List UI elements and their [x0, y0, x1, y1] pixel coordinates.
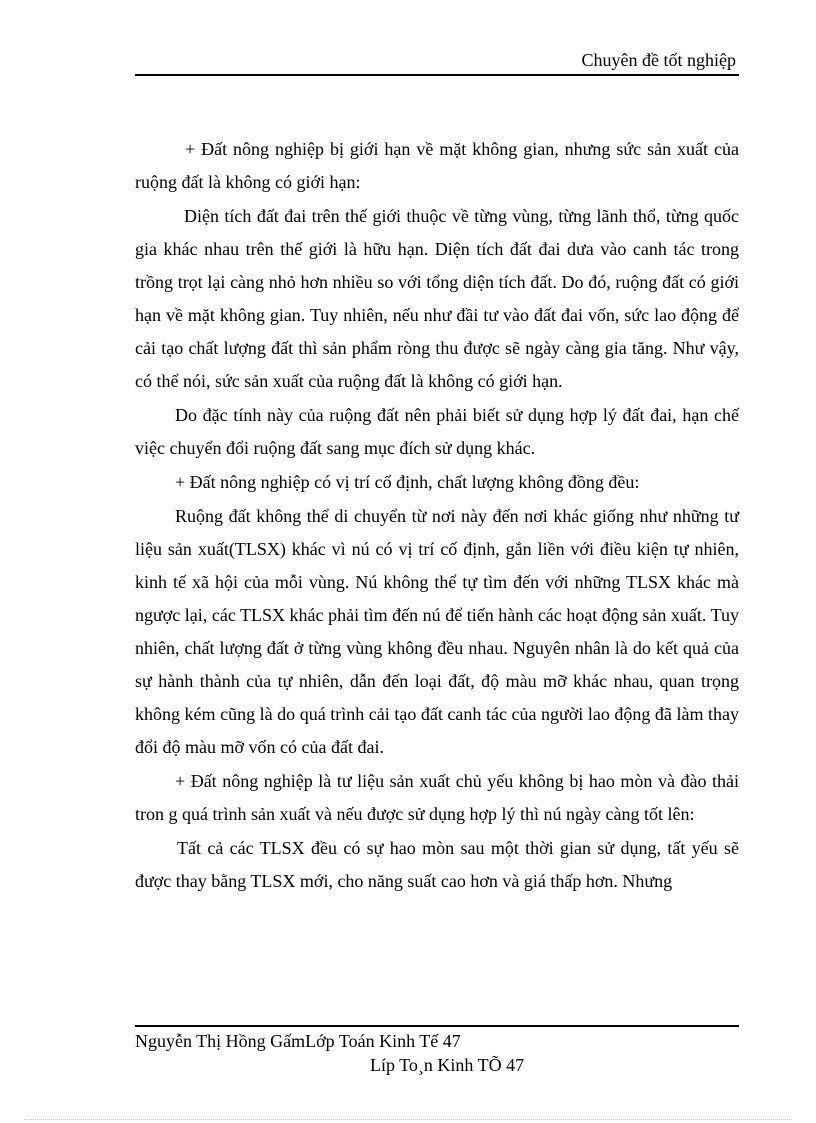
- paragraph: Ruộng đất không thể di chuyển từ nơi này đến nơi khác giống như những tư liệu sản xuất(TLSX) khác vì nú có vị trí cố định, gắn liền với điều kiện tự nhiên, kinh tế xã hội của mỗi vùng. Nú không thể tự tìm đến với những TLSX khác mà ngược lại, các TLSX khác phải tìm đến nú để tiến hành các hoạt động sản xuất. Tuy nhiên, chất lượng đất ở từng vùng không đều nhau. Nguyên nhân là do kết quả của sự hành thành của tự nhiên, dẫn đến loại đất, độ màu mỡ khác nhau, quan trọng không kém cũng là do quá trình cải tạo đất canh tác của người lao động đã làm thay đổi độ màu mỡ vốn có của đất đai.: [135, 506, 739, 757]
- footer-divider: [135, 1025, 739, 1027]
- document-body: [135, 133, 739, 898]
- paragraph: Tất cả các TLSX đều có sự hao mòn sau một thời gian sử dụng, tất yếu sẽ được thay bằng TLSX mới, cho năng suất cao hơn và giá thấp hơn. Nhưng: [135, 838, 739, 891]
- footer-author-class: Nguyễn Thị Hồng GấmLớp Toán Kinh Tế 47: [135, 1031, 461, 1051]
- paragraph: Do đặc tính này của ruộng đất nên phải biết sử dụng hợp lý đất đai, hạn chế việc chuyển đổi ruộng đất sang mục đích sử dụng khác.: [135, 405, 739, 458]
- header-divider: [135, 74, 739, 76]
- page-header-title: Chuyên đề tốt nghiệp: [581, 50, 736, 70]
- paragraph: + Đất nông nghiệp có vị trí cố định, chất lượng không đồng đều:: [175, 472, 640, 492]
- page-edge-divider: [24, 1119, 792, 1120]
- paragraph: + Đất nông nghiệp là tư liệu sản xuất chủ yếu không bị hao mòn và đào thải tron g quá trình sản xuất và nếu được sử dụng hợp lý thì nú ngày càng tốt lên:: [135, 771, 739, 824]
- paragraph: Diện tích đất đai trên thế giới thuộc về từng vùng, từng lãnh thổ, từng quốc gia khác nhau trên thế giới là hữu hạn. Diện tích đất đai dưa vào canh tác trong trồng trọt lại càng nhỏ hơn nhiều so với tổng diện tích đất. Do đó, ruộng đất có giới hạn về mặt không gian. Tuy nhiên, nếu như đầi tư vào đất đai vốn, sức lao động để cải tạo chất lượng đất thì sản phẩm ròng thu được sẽ ngày càng gia tăng. Như vậy, có thể nói, sức sản xuất của ruộng đất là không có giới hạn.: [135, 206, 739, 391]
- paragraph: + Đất nông nghiệp bị giới hạn về mặt không gian, nhưng sức sản xuất của ruộng đất là không có giới hạn:: [135, 139, 739, 192]
- footer-class-label: Líp To¸n Kinh TÕ 47: [370, 1055, 525, 1075]
